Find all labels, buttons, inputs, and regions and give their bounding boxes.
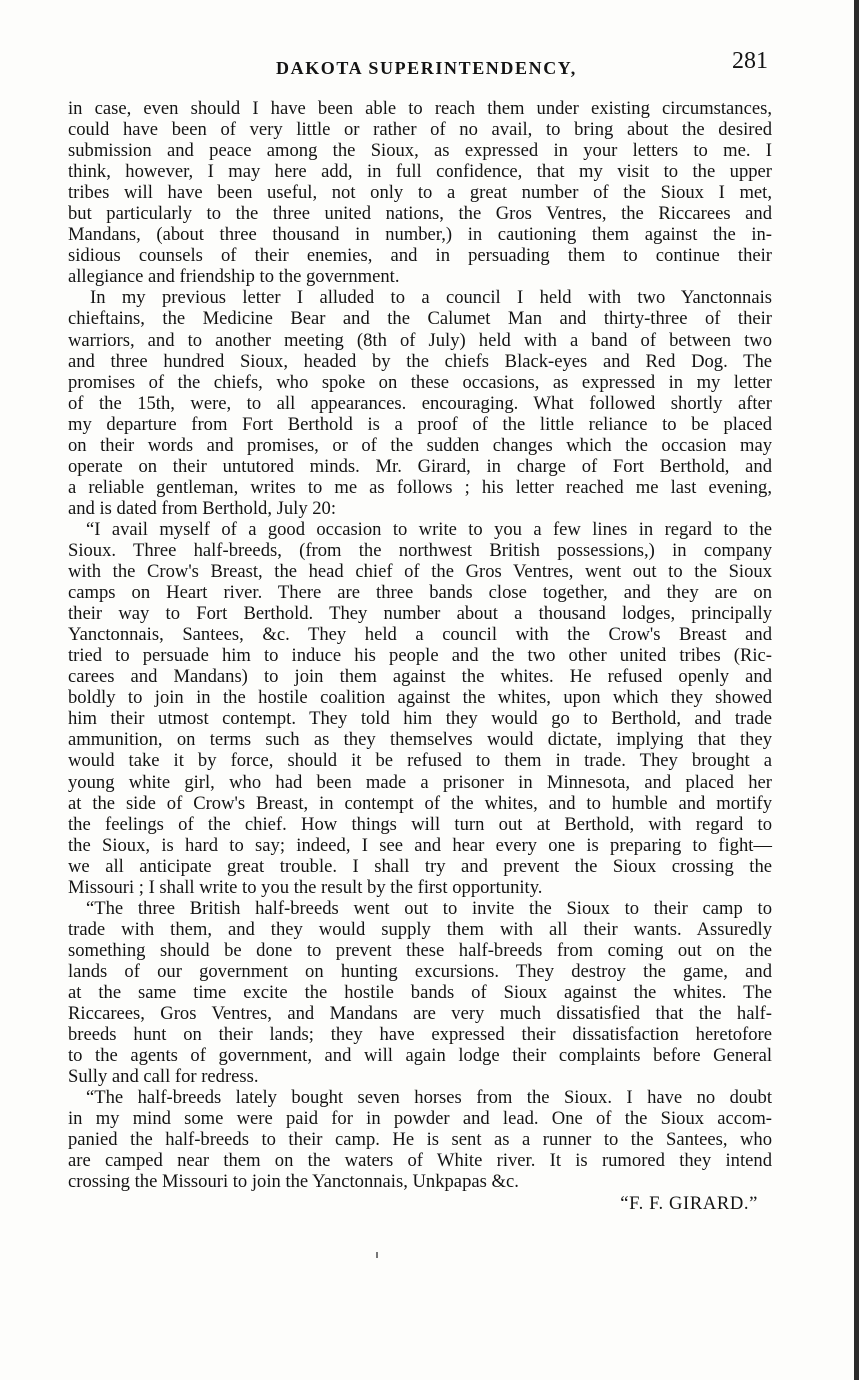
text-line: young white girl, who had been made a prisoner in Minnesota, and placed her (68, 771, 772, 793)
text-line: panied the half-breeds to their camp. He is sent as a runner to the Santees, who (68, 1129, 772, 1151)
text-line: would take it by force, should it be refused to them in trade. They brought a (68, 750, 772, 772)
text-line: on their words and promises, or of the sudden changes which the occasion may (68, 434, 772, 456)
text-line: Riccarees, Gros Ventres, and Mandans are very much dissatisfied that the half- (68, 1003, 772, 1025)
text-line: but particularly to the three united nations, the Gros Ventres, the Riccarees and (68, 203, 772, 225)
text-line: something should be done to prevent these half-breeds from coming out on the (68, 939, 772, 961)
text-line: ammunition, on terms such as they themselves would dictate, implying that they (68, 729, 772, 751)
text-line: camps on Heart river. There are three bands close together, and they are on (68, 582, 772, 604)
text-line: Sioux. Three half-breeds, (from the northwest British possessions,) in company (68, 539, 772, 561)
text-line: Mandans, (about three thousand in number,) in cautioning them against the in- (68, 224, 772, 246)
text-line: allegiance and friendship to the government. (68, 266, 400, 288)
text-line: tribes will have been useful, not only to a great number of the Sioux I met, (68, 182, 772, 204)
text-line: boldly to join in the hostile coalition against the whites, upon which they showed (68, 687, 772, 709)
text-line: submission and peace among the Sioux, as expressed in your letters to me. I (68, 140, 772, 162)
text-line: the Sioux, is hard to say; indeed, I see and hear every one is preparing to fight— (68, 834, 772, 856)
text-line: sidious counsels of their enemies, and in persuading them to continue their (68, 245, 772, 267)
body-text (68, 98, 772, 1216)
print-speck (376, 1252, 378, 1258)
text-line: “The three British half-breeds went out to invite the Sioux to their camp to (86, 897, 772, 919)
text-line: a reliable gentleman, writes to me as follows ; his letter reached me last evening, (68, 476, 772, 498)
text-line: at the same time excite the hostile bands of Sioux against the whites. The (68, 981, 772, 1003)
text-line: could have been of very little or rather of no avail, to bring about the desired (68, 119, 772, 141)
text-line: at the side of Crow's Breast, in contempt of the whites, and to humble and mortify (68, 792, 772, 814)
text-line: in my mind some were paid for in powder and lead. One of the Sioux accom- (68, 1108, 772, 1130)
text-line: Yanctonnais, Santees, &c. They held a council with the Crow's Breast and (68, 624, 772, 646)
text-line: In my previous letter I alluded to a council I held with two Yanctonnais (90, 287, 772, 309)
text-line: we all anticipate great trouble. I shall try and prevent the Sioux crossing the (68, 855, 772, 877)
text-line: carees and Mandans) to join them against the whites. He refused openly and (68, 666, 772, 688)
text-line: breeds hunt on their lands; they have expressed their dissatisfaction heretofore (68, 1024, 772, 1046)
signature: “F. F. GIRARD.” (620, 1193, 758, 1215)
text-line: are camped near them on the waters of White river. It is rumored they intend (68, 1150, 772, 1172)
text-line: of the 15th, were, to all appearances. encouraging. What followed shortly after (68, 392, 772, 414)
page-number: 281 (732, 48, 768, 74)
text-line: trade with them, and they would supply them with all their wants. Assuredly (68, 918, 772, 940)
text-line: in case, even should I have been able to reach them under existing circumstances, (68, 98, 772, 119)
text-line: Sully and call for redress. (68, 1066, 259, 1088)
text-line: “The half-breeds lately bought seven horses from the Sioux. I have no doubt (86, 1087, 772, 1109)
text-line: tried to persuade him to induce his people and the two other united tribes (Ric- (68, 645, 772, 667)
text-line: and three hundred Sioux, headed by the chiefs Black-eyes and Red Dog. The (68, 350, 772, 372)
text-line: lands of our government on hunting excursions. They destroy the game, and (68, 960, 772, 982)
text-line: think, however, I may here add, in full confidence, that my visit to the upper (68, 161, 772, 183)
running-head: DAKOTA SUPERINTENDENCY, (276, 58, 577, 78)
text-line: their way to Fort Berthold. They number about a thousand lodges, principally (68, 603, 772, 625)
text-line: and is dated from Berthold, July 20: (68, 497, 337, 519)
page-header (68, 46, 770, 86)
text-line: promises of the chiefs, who spoke on these occasions, as expressed in my letter (68, 371, 772, 393)
text-line: him their utmost contempt. They told him they would go to Berthold, and trade (68, 708, 772, 730)
page-edge-shadow (854, 0, 859, 1380)
text-line: crossing the Missouri to join the Yanctonnais, Unkpapas &c. (68, 1171, 519, 1193)
text-line: operate on their untutored minds. Mr. Girard, in charge of Fort Berthold, and (68, 455, 772, 477)
text-line: chieftains, the Medicine Bear and the Calumet Man and thirty-three of their (68, 308, 772, 330)
text-line: Missouri ; I shall write to you the result by the first opportunity. (68, 876, 543, 898)
text-line: with the Crow's Breast, the head chief of the Gros Ventres, went out to the Sioux (68, 561, 772, 583)
text-line: the feelings of the chief. How things will turn out at Berthold, with regard to (68, 813, 772, 835)
text-line: warriors, and to another meeting (8th of July) held with a band of between two (68, 329, 772, 351)
text-line: my departure from Fort Berthold is a proof of the little reliance to be placed (68, 413, 772, 435)
text-line: to the agents of government, and will again lodge their complaints before General (68, 1045, 772, 1067)
text-line: “I avail myself of a good occasion to write to you a few lines in regard to the (86, 518, 772, 540)
